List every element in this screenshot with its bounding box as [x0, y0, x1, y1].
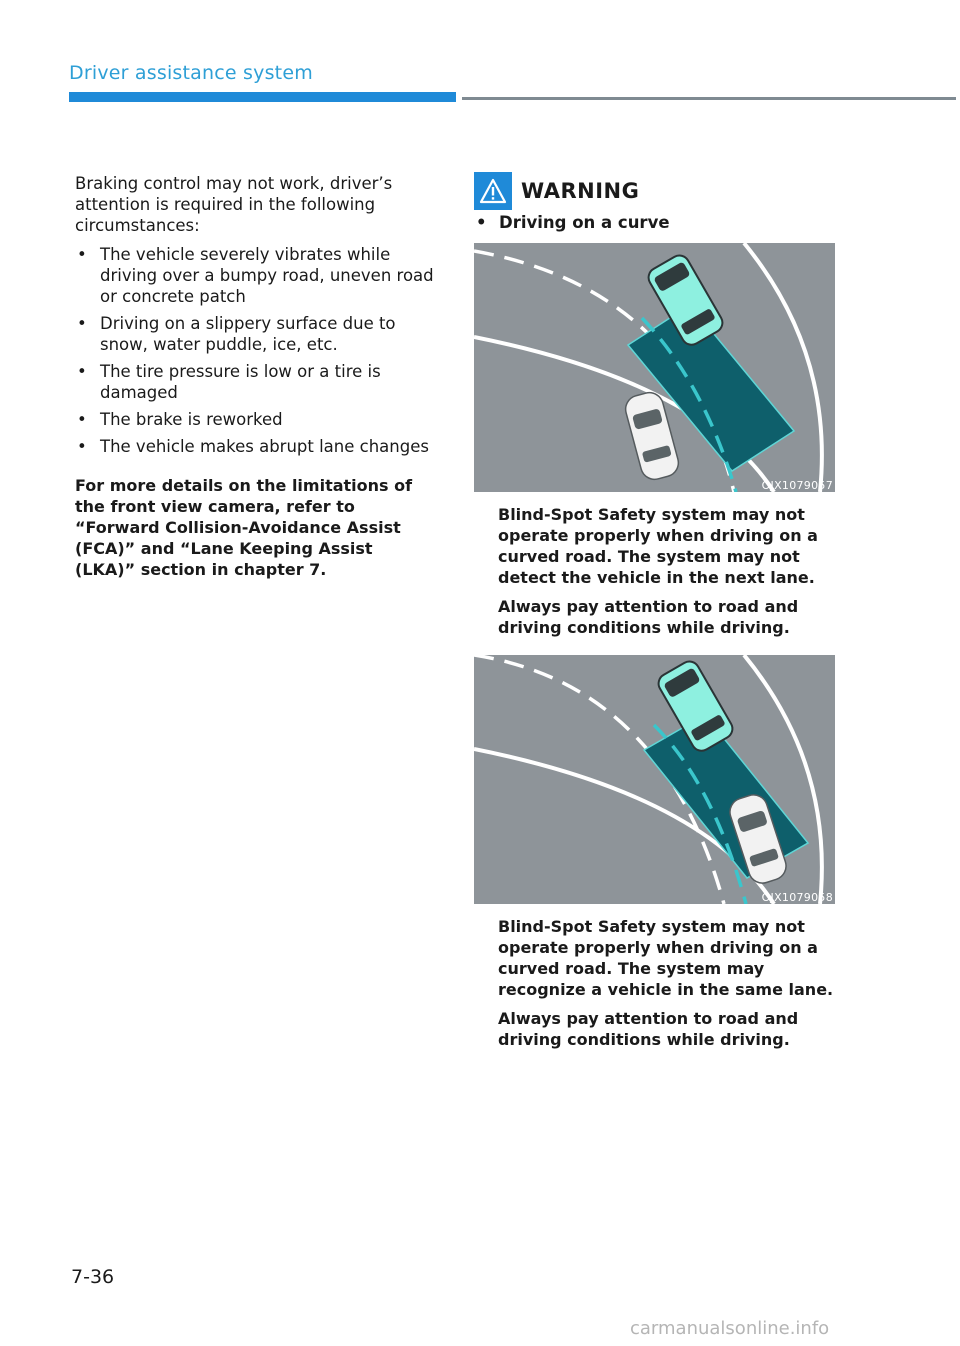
list-item: • The brake is reworked — [77, 410, 283, 429]
header-rule — [462, 97, 956, 100]
warning-triangle-icon — [474, 172, 512, 210]
figure-code: OJX1079058 — [761, 891, 833, 904]
road-illustration-1 — [474, 243, 835, 492]
intro-paragraph: Braking control may not work, driver’s attention is required in the following circumstances: — [75, 174, 393, 235]
page-number: 7-36 — [71, 1266, 115, 1288]
header-accent-bar — [69, 92, 456, 102]
figure-code: OJX1079057 — [761, 479, 833, 492]
circumstance-list — [75, 244, 437, 457]
figure-caption-1: Blind-Spot Safety system may not operate properly when driving on a curved road. The system may not detect the vehicle in the next lane. Always pay attention to road and driving conditions while driving. — [498, 505, 818, 637]
warning-header — [474, 172, 836, 210]
warning-box — [474, 172, 836, 232]
figure-curve-next-lane — [474, 243, 835, 492]
figure-caption-2: Blind-Spot Safety system may not operate properly when driving on a curved road. The system may recognize a vehicle in the same lane. Always pay attention to road and driving conditions while driving. — [498, 917, 834, 1049]
figure-curve-same-lane — [474, 655, 835, 904]
reference-note: For more details on the limitations of the front view camera, refer to “Forward Collision-Avoidance Assist (FCA)” and “Lane Keeping Assist (LKA)” section in chapter 7. — [75, 476, 413, 579]
warning-sub-bullet: • Driving on a curve — [476, 213, 670, 232]
list-item: • Driving on a slippery surface due to snow, water puddle, ice, etc. — [77, 314, 396, 354]
list-item: • The tire pressure is low or a tire is damaged — [77, 362, 381, 402]
list-item: • The vehicle severely vibrates while driving over a bumpy road, uneven road or concrete patch — [77, 245, 434, 306]
warning-label: WARNING — [521, 179, 640, 203]
list-item: • The vehicle makes abrupt lane changes — [77, 437, 429, 456]
section-title: Driver assistance system — [69, 62, 313, 84]
road-illustration-2 — [474, 655, 835, 904]
watermark: carmanualsonline.info — [630, 1318, 830, 1339]
left-column — [75, 173, 437, 596]
